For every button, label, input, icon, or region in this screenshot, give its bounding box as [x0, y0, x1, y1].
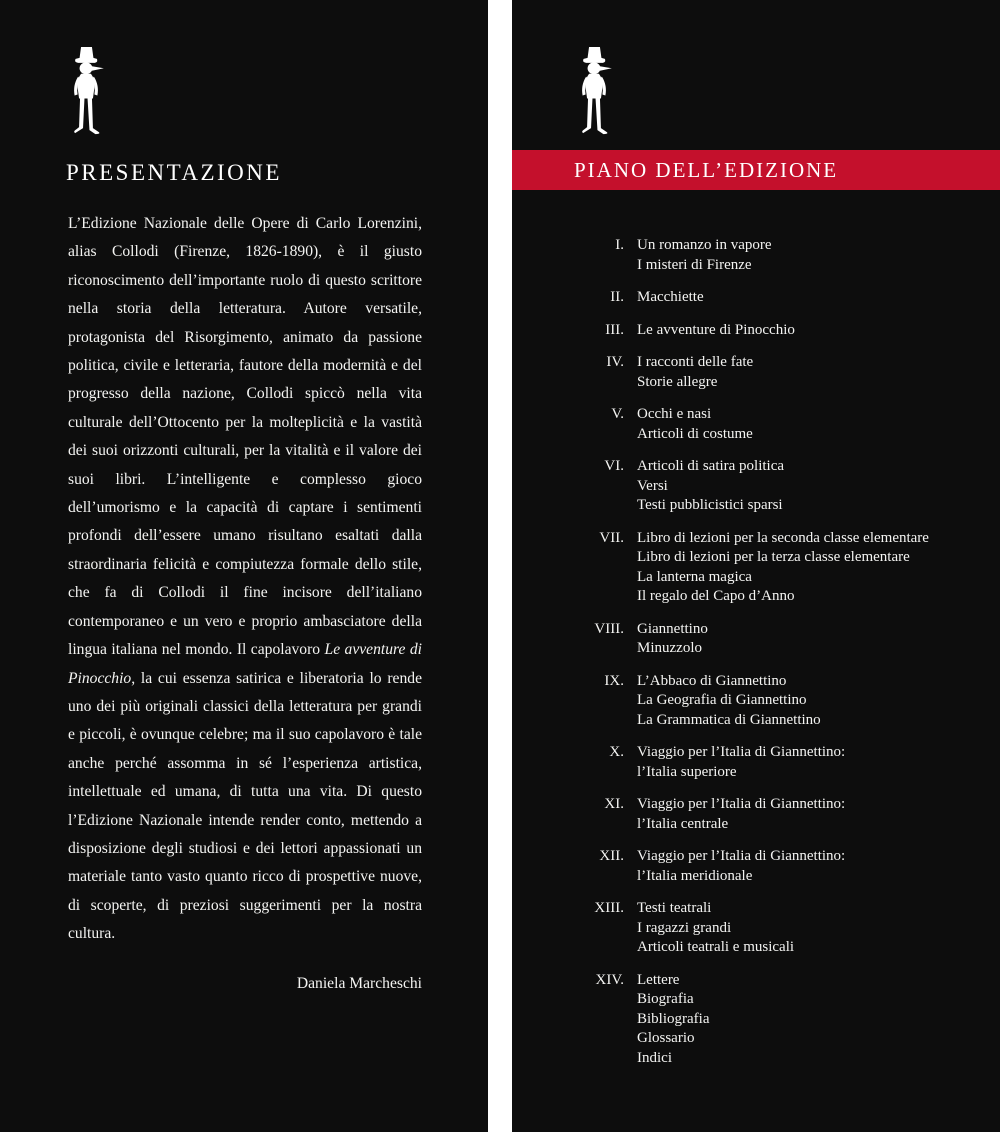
presentazione-text-italic-title: Le avventure di Pinocchio — [68, 641, 422, 687]
edition-entry — [572, 971, 986, 1069]
entry-title-line: Testi teatrali — [637, 900, 712, 916]
edition-title: PIANO DELL’EDIZIONE — [574, 157, 839, 182]
entry-numeral: X. — [609, 744, 624, 760]
presentazione-text-part2: , la cui essenza satirica e liberatoria lo rende uno dei più originali classici della letteratura per grandi e piccoli, è ovunque celebre; ma il suo capolavoro è tale anche perché assomma in sé l’esperienza artistica, intellettuale ed umana, di tutta una vita. Di questo l’Edizione Nazionale intende render conto, mettendo a disposizione degli studiosi e dei lettori appassionati un materiale tanto vasto quanto ricco di prospettive nuove, di scoperte, di preziosi suggerimenti per la nostra cultura. — [68, 669, 422, 943]
entry-titles — [637, 620, 708, 659]
entry-numeral: I. — [615, 237, 624, 253]
entry-numeral: IX. — [604, 672, 624, 689]
pinocchio-silhouette-icon — [66, 46, 106, 140]
entry-numeral: VI. — [604, 458, 624, 474]
entry-title-line: l’Italia centrale — [637, 815, 729, 832]
edition-title-banner — [512, 150, 1000, 190]
entry-titles — [637, 672, 821, 731]
entry-title-line: Giannettino — [637, 620, 708, 637]
entry-titles — [637, 795, 845, 834]
entry-title-line: Articoli di costume — [637, 425, 753, 442]
piano-edizione-panel — [512, 0, 1000, 1132]
entry-title-line: Testi pubblicistici sparsi — [637, 497, 783, 513]
entry-title-line: Un romanzo in vapore — [637, 237, 772, 253]
entry-title-line: Bibliografia — [637, 1010, 710, 1027]
entry-title-line: Macchiette — [637, 289, 704, 305]
entry-titles — [637, 457, 784, 516]
presentazione-text — [68, 210, 422, 949]
entry-title-line: La Grammatica di Giannettino — [637, 711, 821, 728]
edition-entry — [572, 795, 986, 834]
entry-title-line: L’Abbaco di Giannettino — [637, 672, 787, 689]
edition-entry — [572, 529, 986, 607]
entry-numeral: VIII. — [594, 620, 624, 637]
entry-title-line: Glossario — [637, 1030, 695, 1046]
entry-title-line: La Geografia di Giannettino — [637, 692, 807, 708]
presentazione-text-part1: L’Edizione Nazionale delle Opere di Carlo Lorenzini, alias Collodi (Firenze, 1826-1890), è il giusto riconoscimento dell’importante ruolo di questo scrittore nella storia della letteratura. Autore versatile, protagonista del Risorgimento, animato da passione politica, civile e letteraria, fautore della modernità e del progresso della nazione, Collodi spiccò nella vita culturale dell’Ottocento per la molteplicità e la vastità dei suoi orizzonti culturali, per la vitalità e il valore dei suoi libri. L’intelligente e complesso gioco dell’umorismo e la capacità di captare i sentimenti profondi dell’essere umano risultano esaltati dalla straordinaria felicità e compiutezza formale dello stile, che fa di Collodi il fine incisore dell’italiano contemporaneo e un vero e proprio ambasciatore della lingua italiana nel mondo. Il capolavoro — [68, 215, 422, 659]
entry-title-line: Libro di lezioni per la seconda classe elementare — [637, 529, 929, 546]
entry-titles — [637, 288, 704, 308]
entry-title-line: Minuzzolo — [637, 640, 702, 656]
edition-list — [572, 236, 986, 1068]
entry-numeral: XIV. — [595, 971, 624, 988]
edition-entry — [572, 847, 986, 886]
entry-title-line: La lanterna magica — [637, 568, 752, 585]
entry-title-line: l’Italia meridionale — [637, 867, 753, 884]
entry-numeral: VII. — [599, 529, 624, 546]
entry-titles — [637, 971, 709, 1069]
entry-numeral: III. — [605, 321, 624, 338]
edition-entry — [572, 321, 986, 341]
entry-title-line: Lettere — [637, 971, 680, 988]
edition-entry — [572, 620, 986, 659]
edition-entry — [572, 672, 986, 731]
entry-title-line: Libro di lezioni per la terza classe elementare — [637, 549, 910, 565]
entry-title-line: Occhi e nasi — [637, 406, 712, 422]
entry-titles — [637, 529, 929, 607]
presentazione-title: PRESENTAZIONE — [66, 160, 282, 185]
entry-numeral: XII. — [599, 848, 624, 864]
edition-entry — [572, 236, 986, 275]
edition-entry — [572, 743, 986, 782]
entry-title-line: Storie allegre — [637, 373, 718, 390]
edition-entry — [572, 288, 986, 308]
entry-titles — [637, 743, 845, 782]
entry-titles — [637, 321, 795, 341]
edition-entry — [572, 457, 986, 516]
entry-numeral: XI. — [604, 796, 624, 812]
entry-title-line: Biografia — [637, 991, 694, 1007]
entry-titles — [637, 353, 753, 392]
entry-titles — [637, 899, 794, 958]
entry-title-line: Versi — [637, 477, 668, 494]
entry-title-line: Viaggio per l’Italia di Giannettino: — [637, 796, 846, 812]
edition-entry — [572, 899, 986, 958]
entry-title-line: Il regalo del Capo d’Anno — [637, 588, 795, 604]
entry-titles — [637, 236, 772, 275]
entry-title-line: Viaggio per l’Italia di Giannettino: — [637, 744, 846, 760]
entry-numeral: V. — [611, 406, 624, 422]
entry-title-line: Articoli teatrali e musicali — [637, 939, 795, 955]
entry-title-line: I ragazzi grandi — [637, 919, 732, 936]
entry-title-line: l’Italia superiore — [637, 763, 737, 780]
entry-title-line: Le avventure di Pinocchio — [637, 321, 795, 338]
presentazione-panel — [0, 0, 488, 1132]
entry-title-line: Indici — [637, 1049, 672, 1066]
entry-titles — [637, 405, 753, 444]
entry-title-line: Articoli di satira politica — [637, 458, 785, 474]
entry-numeral: XIII. — [594, 900, 624, 916]
entry-title-line: I racconti delle fate — [637, 354, 754, 370]
entry-title-line: Viaggio per l’Italia di Giannettino: — [637, 848, 846, 864]
entry-numeral: II. — [610, 289, 624, 305]
edition-entry — [572, 353, 986, 392]
entry-title-line: I misteri di Firenze — [637, 256, 752, 273]
entry-titles — [637, 847, 845, 886]
entry-numeral: IV. — [606, 354, 624, 370]
edition-entry — [572, 405, 986, 444]
author-signature: Daniela Marcheschi — [296, 974, 422, 992]
pinocchio-silhouette-icon — [574, 46, 614, 140]
